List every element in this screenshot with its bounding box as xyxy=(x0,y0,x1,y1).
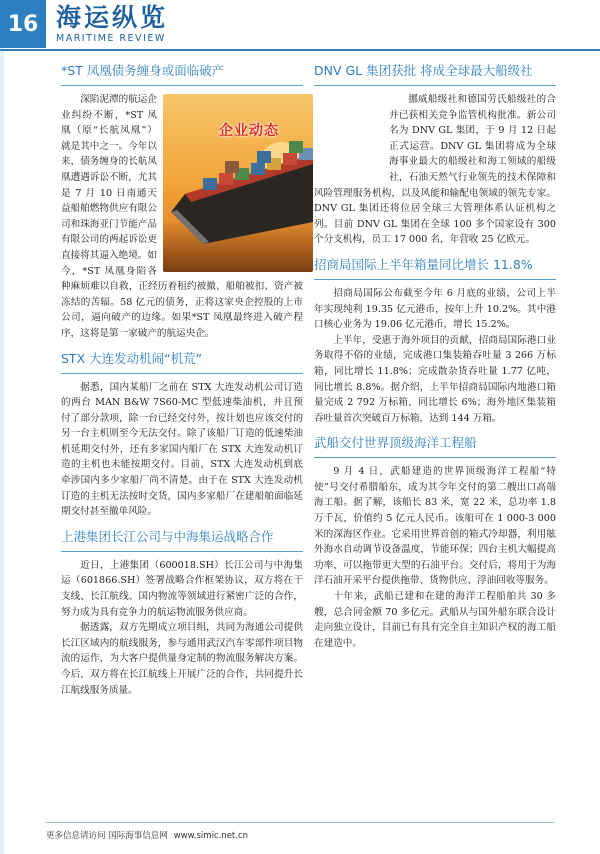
article-st-fenghuang xyxy=(61,62,303,342)
masthead-title-en: MARITIME REVIEW xyxy=(56,33,166,44)
title-rule xyxy=(61,85,303,86)
article-paragraph: 挪威船级社和德国劳氏船级社的合并已获相关竞争监管机构批准。新公司名为 DNV GL 集团，于 9 月 12 日起正式运营。DNV GL 集团将成为全球海事业最大的船级社和海工领域的船级社，石油天然气行业领先的技术保障和风险管理服务机构，以及风能和输配电领域的领先专家。DNV GL 集团还将位居全球三大管理体系认证机构之列。目前 DNV GL 集团在全球 100 多个国家设有 300 个分支机构，员工 17 000 名，年营收 25 亿欧元。 xyxy=(314,94,556,246)
photo-caption: 企业动态 xyxy=(219,123,279,139)
article-wuchang-shipyard xyxy=(314,434,556,651)
title-rule xyxy=(61,551,303,552)
left-margin-bar xyxy=(0,48,4,854)
article-paragraph: 据悉，国内某船厂之前在 STX 大连发动机公司订造的两台 MAN B&W 7S60-MC 型低速柴油机，并且预付了部分款项，除一台已经交付外，按计划也应该交付的另一台主机则至今无法交付。除了该船厂订造的低速柴油机延期交付外，还有多家国内船厂在 STX 大连发动机订造的主机也未能按期交付。目前，STX 大连发动机到底牵涉国内多少家船厂尚不清楚。由于在 STX 大连发动机订造的主机无法按时交货，国内多家船厂在建船舶面临延期交付甚至撤单风险。 xyxy=(61,381,303,518)
article-title: 上港集团长江公司与中海集运战略合作 xyxy=(61,528,274,544)
article-paragraph: 招商局国际公布截至今年 6 月底的业绩，公司上半年实现纯利 19.35 亿元港币，按年上升 10.2%。其中港口核心业务为 19.06 亿元港币，增长 15.2%。 xyxy=(314,287,556,331)
title-rule xyxy=(314,457,556,458)
article-paragraph: 深陷泥潭的航运企业纠纷不断，*ST 凤凰（原“长航凤凰”）就是其中之一。今年以来，债务缠身的长航凤凰遭遇诉讼不断，尤其是 7 月 10 日南通天益船舶燃物供应有限公司和珠海亚门节能产品有限公司的两起诉讼更直接将其逼入绝境。如今，*ST 凤凰身陷各种麻烦难以自救，正经历着租约被撤、船舶被扣、资产被冻结的苦辐。58 亿元的债务，正将这家央企控股的上市公司，逼向破产的边缘。如果*ST 凤凰最终进入破产程序，这将是第一家破产的航运央企。 xyxy=(61,94,303,339)
article-paragraph: 十年来，武船已建和在建的海洋工程船舶共 30 多艘，总合同金额 70 多亿元。武船从与国外船东联合设计走向独立设计，目前已有具有完全自主知识产权的海工船在建造中。 xyxy=(314,591,556,649)
right-column xyxy=(314,62,556,659)
masthead-title-cn: 海运纵览 xyxy=(56,3,169,32)
title-rule xyxy=(61,373,303,374)
header-rule xyxy=(0,49,600,51)
article-title: DNV GL 集团获批 将成全球最大船级社 xyxy=(314,63,533,78)
footer-url[interactable]: www.simic.net.cn xyxy=(173,831,249,841)
article-dnv-gl xyxy=(314,62,556,248)
footer-label: 更多信息请访问 国际海事信息网 xyxy=(46,831,168,841)
masthead xyxy=(56,4,168,44)
left-column xyxy=(61,62,303,706)
article-paragraph: 9 月 4 日，武船建造的世界顶级海洋工程船“特使”号交付希腊船东，成为其今年交付的第二艘出口高端海工船。据了解，该船长 83 米，宽 22 米，总功率 1.8 万千瓦，价值约 5 亿元人民币。该船可在 1 000-3 000 米的深海区作业。它采用世界首创的箱式冷却器，利用舷外海水自动调节设备温度，节能环保；四台主机大幅提高功率，可以拖带更大型的石油平台。交付后，将用于为海洋石油开采平台提供拖带、货物供应、浮油回收等服务。 xyxy=(314,466,556,587)
title-rule xyxy=(314,279,556,280)
article-title: 招商局国际上半年箱量同比增长 11.8% xyxy=(314,256,533,272)
article-title: STX 大连发动机闹“机荒” xyxy=(61,350,203,366)
article-paragraph: 据透露，双方先期成立项目组，共同为海通公司提供长江区域内的航线服务，参与通用武汉汽车零部件项目物流的运作，为大客户提供量身定制的物流服务解决方案。今后，双方将在长江航线上开展广泛的合作，共同提升长江航线服务质量。 xyxy=(61,622,303,696)
article-paragraph: 上半年，受惠于海外项目的贡献，招商局国际港口业务取得不俗的业绩，完成港口集装箱吞吐量 3 266 万标箱，同比增长 11.8%；完成散杂货吞吐量 1.77 亿吨，同比增长 8.8%。据介绍，上半年招商局国际内地港口箱量完成 2 792 万标箱，同比增长 6%；海外地区集装箱吞吐量首次突破百万标箱，达到 144 万箱。 xyxy=(314,334,556,424)
article-sipg-cscl xyxy=(61,528,303,698)
ship-photo xyxy=(163,94,313,272)
page-number: 16 xyxy=(0,0,46,48)
photo-overlap-space xyxy=(314,92,389,178)
article-title: *ST 凤凰债务缠身或面临破产 xyxy=(61,63,225,78)
footer-rule xyxy=(46,822,554,823)
footer xyxy=(46,829,248,841)
article-stx-dalian xyxy=(61,350,303,520)
article-cmhi xyxy=(314,256,556,426)
title-rule xyxy=(314,85,556,86)
article-title: 武船交付世界顶级海洋工程船 xyxy=(314,435,477,451)
article-paragraph: 近日，上港集团（600018.SH）长江公司与中海集运（601866.SH）签署战略合作框架协议，双方将在干支线、长江航线、国内物流等领域进行紧密广泛的合作，努力成为具有竞争力的航运物流服务供应商。 xyxy=(61,559,303,618)
